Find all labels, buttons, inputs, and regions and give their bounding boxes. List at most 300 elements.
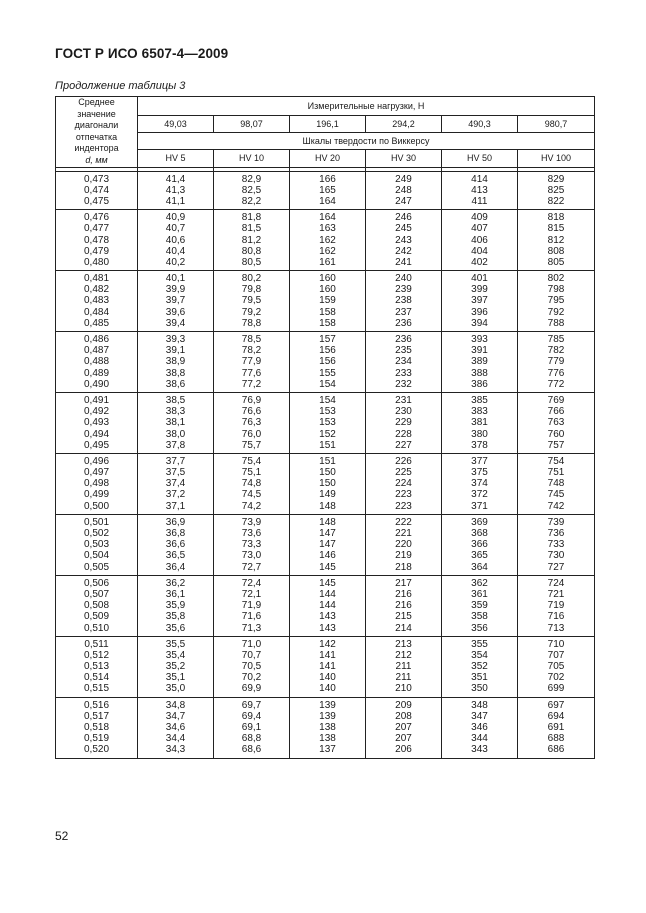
group-cell-d xyxy=(56,453,138,514)
hardness-value: 402 xyxy=(471,256,488,268)
hardness-value: 152 xyxy=(319,428,336,440)
diagonal-value: 0,483 xyxy=(83,295,110,307)
hardness-value: 34,4 xyxy=(165,733,186,745)
hardness-value: 36,9 xyxy=(165,516,186,528)
hardness-value: 716 xyxy=(547,611,565,623)
diagonal-value: 0,498 xyxy=(83,478,110,490)
group-cell-hv5 xyxy=(138,271,214,332)
hardness-value: 76,3 xyxy=(241,417,262,429)
hardness-value: 782 xyxy=(547,345,565,357)
diagonal-value: 0,492 xyxy=(83,406,110,418)
hardness-value: 733 xyxy=(547,539,565,551)
hardness-table xyxy=(55,96,595,759)
hardness-value: 37,5 xyxy=(165,467,186,479)
group-cell-hv30 xyxy=(366,392,442,453)
diagonal-value: 0,500 xyxy=(83,500,110,512)
hardness-value: 805 xyxy=(547,256,565,268)
hardness-value: 235 xyxy=(395,345,412,357)
diagonal-header-line: Среднее xyxy=(78,97,115,107)
hardness-value: 81,8 xyxy=(241,212,262,224)
diagonal-value: 0,478 xyxy=(83,234,110,246)
hardness-value: 72,7 xyxy=(241,561,262,573)
hardness-value: 769 xyxy=(547,394,565,406)
hardness-value: 74,8 xyxy=(241,478,262,490)
hardness-value: 721 xyxy=(547,588,565,600)
group-cell-hv10 xyxy=(214,210,290,271)
hardness-value: 141 xyxy=(319,661,336,673)
hardness-value: 754 xyxy=(547,455,565,467)
hardness-value: 75,4 xyxy=(241,455,262,467)
hardness-value: 736 xyxy=(547,528,565,539)
hardness-value: 751 xyxy=(547,467,565,479)
hardness-value: 347 xyxy=(471,710,488,722)
hardness-value: 222 xyxy=(395,516,412,528)
hardness-value: 76,0 xyxy=(241,428,262,440)
hardness-value: 228 xyxy=(395,428,412,440)
diagonal-value: 0,502 xyxy=(83,528,110,539)
hardness-value: 352 xyxy=(471,661,488,673)
hardness-value: 81,2 xyxy=(241,234,262,246)
group-cell-d xyxy=(56,575,138,636)
hardness-value: 36,4 xyxy=(165,561,186,573)
hardness-value: 34,3 xyxy=(165,744,186,756)
hardness-value: 411 xyxy=(471,195,488,207)
load-value: 294,2 xyxy=(366,116,442,133)
hardness-value: 364 xyxy=(471,561,488,573)
hardness-value: 36,6 xyxy=(165,539,186,551)
scale-label: HV 10 xyxy=(214,150,290,167)
hardness-value: 702 xyxy=(547,672,565,684)
diagonal-header-line: индентора xyxy=(74,143,119,154)
diagonal-value: 0,486 xyxy=(83,334,110,345)
hardness-value: 35,2 xyxy=(165,661,186,673)
diagonal-value: 0,484 xyxy=(83,306,110,318)
group-cell-hv30 xyxy=(366,575,442,636)
hardness-value: 207 xyxy=(395,733,412,745)
hardness-value: 73,3 xyxy=(241,539,262,551)
hardness-value: 71,0 xyxy=(241,638,262,650)
group-cell-hv50 xyxy=(442,210,518,271)
hardness-value: 236 xyxy=(395,317,412,329)
hardness-value: 36,5 xyxy=(165,550,186,562)
diagonal-value: 0,485 xyxy=(83,317,110,329)
diagonal-value: 0,514 xyxy=(83,672,110,684)
group-cell-hv50 xyxy=(442,636,518,697)
group-cell-hv20 xyxy=(290,210,366,271)
hardness-value: 153 xyxy=(319,417,336,429)
hardness-value: 154 xyxy=(319,394,336,406)
hardness-value: 40,2 xyxy=(165,256,186,268)
hardness-value: 165 xyxy=(319,184,336,196)
hardness-value: 76,9 xyxy=(241,394,262,406)
hardness-value: 68,6 xyxy=(241,744,262,756)
hardness-value: 36,1 xyxy=(165,588,186,600)
hardness-value: 142 xyxy=(319,638,336,650)
group-cell-hv10 xyxy=(214,514,290,575)
diagonal-value: 0,516 xyxy=(83,699,110,711)
hardness-value: 757 xyxy=(547,439,565,451)
hardness-value: 80,8 xyxy=(241,245,262,257)
scales-header: Шкалы твердости по Виккерсу xyxy=(138,133,595,150)
diagonal-value: 0,497 xyxy=(83,467,110,479)
hardness-value: 815 xyxy=(547,223,565,235)
diagonal-value: 0,490 xyxy=(83,378,110,390)
hardness-value: 39,9 xyxy=(165,284,186,296)
hardness-value: 369 xyxy=(471,516,488,528)
hardness-value: 359 xyxy=(471,600,488,612)
loads-header: Измерительные нагрузки, Н xyxy=(138,97,595,116)
hardness-value: 209 xyxy=(395,699,412,711)
hardness-value: 148 xyxy=(319,516,336,528)
hardness-value: 39,4 xyxy=(165,317,186,329)
hardness-value: 362 xyxy=(471,577,488,589)
hardness-value: 153 xyxy=(319,406,336,418)
hardness-value: 40,9 xyxy=(165,212,186,224)
hardness-value: 240 xyxy=(395,273,412,285)
hardness-value: 79,8 xyxy=(241,284,262,296)
hardness-value: 229 xyxy=(395,417,412,429)
hardness-value: 216 xyxy=(395,600,412,612)
row-group xyxy=(56,453,595,514)
group-cell-d xyxy=(56,332,138,393)
group-cell-hv10 xyxy=(214,575,290,636)
hardness-value: 39,7 xyxy=(165,295,186,307)
diagonal-value: 0,510 xyxy=(83,622,110,634)
hardness-value: 356 xyxy=(471,622,488,634)
hardness-value: 138 xyxy=(319,722,336,733)
hardness-value: 162 xyxy=(319,234,336,246)
hardness-value: 243 xyxy=(395,234,412,246)
hardness-value: 688 xyxy=(547,733,565,745)
hardness-value: 137 xyxy=(319,744,336,756)
hardness-value: 73,6 xyxy=(241,528,262,539)
hardness-value: 149 xyxy=(319,489,336,501)
hardness-value: 145 xyxy=(319,561,336,573)
diagonal-value: 0,476 xyxy=(83,212,110,224)
hardness-value: 74,5 xyxy=(241,489,262,501)
hardness-value: 140 xyxy=(319,683,336,695)
scale-label: HV 20 xyxy=(290,150,366,167)
hardness-value: 214 xyxy=(395,622,412,634)
row-group xyxy=(56,271,595,332)
hardness-value: 246 xyxy=(395,212,412,224)
group-cell-hv30 xyxy=(366,697,442,758)
diagonal-header-line: значение xyxy=(77,108,116,119)
hardness-value: 230 xyxy=(395,406,412,418)
hardness-value: 776 xyxy=(547,367,565,379)
group-cell-hv30 xyxy=(366,332,442,393)
hardness-value: 37,1 xyxy=(165,500,186,512)
hardness-value: 785 xyxy=(547,334,565,345)
hardness-value: 72,4 xyxy=(241,577,262,589)
diagonal-value: 0,477 xyxy=(83,223,110,235)
hardness-value: 795 xyxy=(547,295,565,307)
hardness-value: 41,3 xyxy=(165,184,186,196)
group-cell-hv5 xyxy=(138,392,214,453)
hardness-value: 37,4 xyxy=(165,478,186,490)
hardness-value: 766 xyxy=(547,406,565,418)
hardness-value: 365 xyxy=(471,550,488,562)
page-number: 52 xyxy=(55,829,69,843)
group-cell-hv20 xyxy=(290,332,366,393)
hardness-value: 79,2 xyxy=(241,306,262,318)
group-cell-hv100 xyxy=(518,636,595,697)
hardness-value: 162 xyxy=(319,245,336,257)
hardness-value: 355 xyxy=(471,638,488,650)
hardness-value: 35,4 xyxy=(165,649,186,661)
diagonal-header-line: диагонали xyxy=(74,120,119,131)
row-group xyxy=(56,392,595,453)
hardness-value: 158 xyxy=(319,306,336,318)
hardness-value: 139 xyxy=(319,710,336,722)
hardness-value: 77,9 xyxy=(241,356,262,368)
row-group xyxy=(56,171,595,210)
hardness-value: 772 xyxy=(547,378,565,390)
group-cell-hv30 xyxy=(366,636,442,697)
group-cell-hv10 xyxy=(214,271,290,332)
hardness-value: 407 xyxy=(471,223,488,235)
hardness-value: 358 xyxy=(471,611,488,623)
hardness-value: 75,7 xyxy=(241,439,262,451)
hardness-value: 160 xyxy=(319,273,336,285)
group-cell-hv100 xyxy=(518,697,595,758)
hardness-value: 217 xyxy=(395,577,412,589)
hardness-value: 825 xyxy=(547,184,565,196)
hardness-value: 233 xyxy=(395,367,412,379)
hardness-value: 216 xyxy=(395,588,412,600)
hardness-value: 79,5 xyxy=(241,295,262,307)
hardness-value: 391 xyxy=(471,345,488,357)
diagonal-value: 0,496 xyxy=(83,455,110,467)
hardness-value: 39,6 xyxy=(165,306,186,318)
hardness-value: 691 xyxy=(547,722,565,733)
hardness-value: 745 xyxy=(547,489,565,501)
hardness-value: 215 xyxy=(395,611,412,623)
hardness-value: 393 xyxy=(471,334,488,345)
hardness-value: 798 xyxy=(547,284,565,296)
hardness-value: 143 xyxy=(319,622,336,634)
table-continuation-caption: Продолжение таблицы 3 xyxy=(55,80,186,92)
hardness-value: 34,8 xyxy=(165,699,186,711)
hardness-value: 80,2 xyxy=(241,273,262,285)
hardness-value: 78,2 xyxy=(241,345,262,357)
hardness-value: 802 xyxy=(547,273,565,285)
group-cell-d xyxy=(56,636,138,697)
hardness-value: 829 xyxy=(547,173,565,185)
hardness-value: 207 xyxy=(395,722,412,733)
diagonal-value: 0,495 xyxy=(83,439,110,451)
hardness-value: 237 xyxy=(395,306,412,318)
hardness-value: 163 xyxy=(319,223,336,235)
hardness-value: 38,0 xyxy=(165,428,186,440)
hardness-value: 37,2 xyxy=(165,489,186,501)
hardness-value: 225 xyxy=(395,467,412,479)
hardness-value: 158 xyxy=(319,317,336,329)
document-title: ГОСТ Р ИСО 6507-4—2009 xyxy=(55,46,229,61)
hardness-value: 74,2 xyxy=(241,500,262,512)
hardness-value: 413 xyxy=(471,184,488,196)
hardness-value: 739 xyxy=(547,516,565,528)
group-cell-d xyxy=(56,697,138,758)
hardness-value: 40,1 xyxy=(165,273,186,285)
group-cell-hv20 xyxy=(290,636,366,697)
diagonal-value: 0,506 xyxy=(83,577,110,589)
hardness-value: 206 xyxy=(395,744,412,756)
hardness-value: 221 xyxy=(395,528,412,539)
hardness-value: 154 xyxy=(319,378,336,390)
diagonal-value: 0,503 xyxy=(83,539,110,551)
hardness-value: 381 xyxy=(471,417,488,429)
hardness-value: 232 xyxy=(395,378,412,390)
hardness-value: 242 xyxy=(395,245,412,257)
hardness-value: 713 xyxy=(547,622,565,634)
hardness-value: 80,5 xyxy=(241,256,262,268)
hardness-value: 73,9 xyxy=(241,516,262,528)
hardness-value: 368 xyxy=(471,528,488,539)
hardness-value: 742 xyxy=(547,500,565,512)
hardness-value: 77,6 xyxy=(241,367,262,379)
hardness-value: 788 xyxy=(547,317,565,329)
group-cell-d xyxy=(56,171,138,210)
hardness-value: 386 xyxy=(471,378,488,390)
group-cell-hv50 xyxy=(442,453,518,514)
hardness-value: 34,7 xyxy=(165,710,186,722)
hardness-value: 371 xyxy=(471,500,488,512)
hardness-value: 211 xyxy=(395,672,412,684)
diagonal-value: 0,507 xyxy=(83,588,110,600)
hardness-value: 37,8 xyxy=(165,439,186,451)
hardness-value: 401 xyxy=(471,273,488,285)
hardness-value: 35,1 xyxy=(165,672,186,684)
hardness-value: 36,8 xyxy=(165,528,186,539)
hardness-value: 82,5 xyxy=(241,184,262,196)
diagonal-header-line: отпечатка xyxy=(75,131,118,142)
group-cell-d xyxy=(56,392,138,453)
hardness-value: 346 xyxy=(471,722,488,733)
diagonal-value: 0,489 xyxy=(83,367,110,379)
hardness-value: 812 xyxy=(547,234,565,246)
hardness-value: 231 xyxy=(395,394,412,406)
group-cell-hv20 xyxy=(290,697,366,758)
group-cell-hv5 xyxy=(138,171,214,210)
hardness-value: 164 xyxy=(319,212,336,224)
hardness-value: 366 xyxy=(471,539,488,551)
group-cell-hv100 xyxy=(518,453,595,514)
hardness-value: 354 xyxy=(471,649,488,661)
hardness-value: 219 xyxy=(395,550,412,562)
hardness-value: 38,3 xyxy=(165,406,186,418)
group-cell-d xyxy=(56,271,138,332)
hardness-value: 239 xyxy=(395,284,412,296)
group-cell-hv100 xyxy=(518,514,595,575)
hardness-value: 396 xyxy=(471,306,488,318)
group-cell-hv5 xyxy=(138,636,214,697)
hardness-value: 238 xyxy=(395,295,412,307)
diagonal-value: 0,494 xyxy=(83,428,110,440)
hardness-value: 139 xyxy=(319,699,336,711)
diagonal-value: 0,505 xyxy=(83,561,110,573)
group-cell-hv20 xyxy=(290,514,366,575)
hardness-value: 730 xyxy=(547,550,565,562)
hardness-value: 38,8 xyxy=(165,367,186,379)
group-cell-hv50 xyxy=(442,271,518,332)
diagonal-value: 0,480 xyxy=(83,256,110,268)
group-cell-hv50 xyxy=(442,514,518,575)
hardness-value: 41,4 xyxy=(165,173,186,185)
hardness-value: 151 xyxy=(319,455,336,467)
group-cell-hv50 xyxy=(442,697,518,758)
hardness-value: 35,9 xyxy=(165,600,186,612)
hardness-value: 69,9 xyxy=(241,683,262,695)
hardness-value: 249 xyxy=(395,173,412,185)
hardness-value: 388 xyxy=(471,367,488,379)
scale-label: HV 30 xyxy=(366,150,442,167)
row-group xyxy=(56,575,595,636)
hardness-value: 210 xyxy=(395,683,412,695)
group-cell-hv10 xyxy=(214,453,290,514)
diagonal-value: 0,493 xyxy=(83,417,110,429)
hardness-value: 82,2 xyxy=(241,195,262,207)
hardness-value: 378 xyxy=(471,439,488,451)
diagonal-value: 0,491 xyxy=(83,394,110,406)
hardness-value: 223 xyxy=(395,489,412,501)
diagonal-value: 0,475 xyxy=(83,195,110,207)
group-cell-hv100 xyxy=(518,210,595,271)
load-value: 49,03 xyxy=(138,116,214,133)
hardness-value: 38,1 xyxy=(165,417,186,429)
hardness-value: 155 xyxy=(319,367,336,379)
group-cell-hv100 xyxy=(518,271,595,332)
group-cell-hv10 xyxy=(214,332,290,393)
hardness-value: 397 xyxy=(471,295,488,307)
hardness-value: 71,6 xyxy=(241,611,262,623)
diagonal-value: 0,508 xyxy=(83,600,110,612)
hardness-value: 150 xyxy=(319,467,336,479)
hardness-value: 211 xyxy=(395,661,412,673)
hardness-value: 69,4 xyxy=(241,710,262,722)
hardness-value: 375 xyxy=(471,467,488,479)
diagonal-value: 0,511 xyxy=(84,638,109,650)
hardness-value: 150 xyxy=(319,478,336,490)
group-cell-hv20 xyxy=(290,392,366,453)
hardness-value: 389 xyxy=(471,356,488,368)
hardness-value: 361 xyxy=(471,588,488,600)
hardness-value: 248 xyxy=(395,184,412,196)
scale-label: HV 50 xyxy=(442,150,518,167)
row-group xyxy=(56,514,595,575)
hardness-value: 144 xyxy=(319,600,336,612)
hardness-value: 76,6 xyxy=(241,406,262,418)
group-cell-hv10 xyxy=(214,697,290,758)
row-group xyxy=(56,636,595,697)
hardness-value: 727 xyxy=(547,561,565,573)
hardness-value: 686 xyxy=(547,744,565,756)
hardness-value: 343 xyxy=(471,744,488,756)
hardness-value: 35,8 xyxy=(165,611,186,623)
hardness-value: 78,5 xyxy=(241,334,262,345)
hardness-value: 697 xyxy=(547,699,565,711)
hardness-value: 374 xyxy=(471,478,488,490)
hardness-value: 699 xyxy=(547,683,565,695)
hardness-value: 247 xyxy=(395,195,412,207)
hardness-value: 705 xyxy=(547,661,565,673)
hardness-value: 226 xyxy=(395,455,412,467)
hardness-value: 694 xyxy=(547,710,565,722)
hardness-value: 78,8 xyxy=(241,317,262,329)
hardness-value: 719 xyxy=(547,600,565,612)
hardness-value: 245 xyxy=(395,223,412,235)
group-cell-hv30 xyxy=(366,210,442,271)
